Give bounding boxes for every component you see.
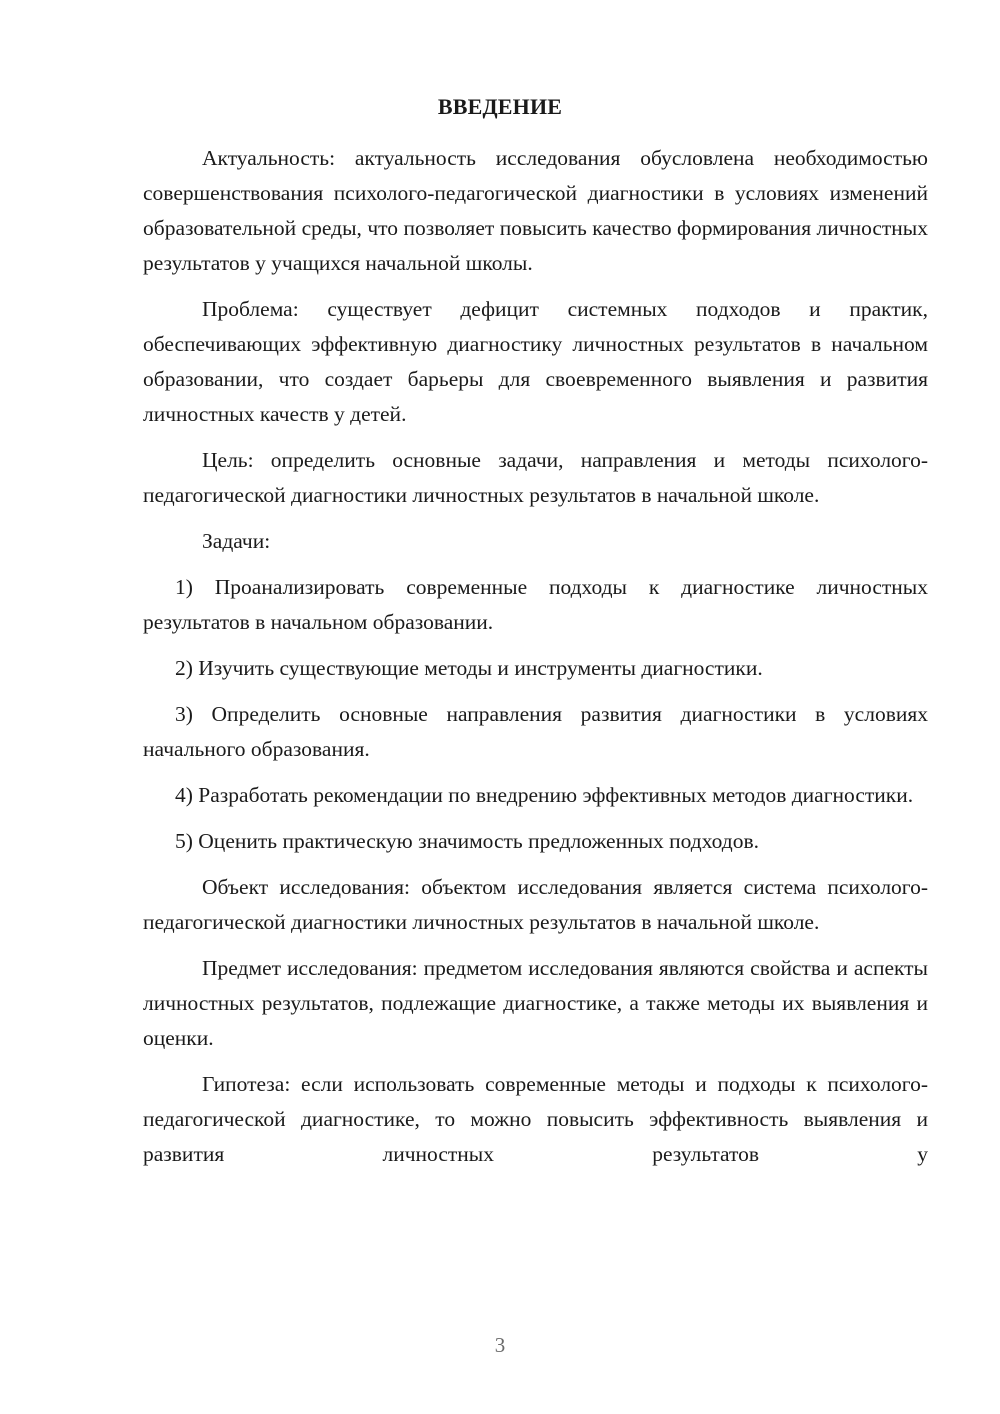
paragraph-subject: Предмет исследования: предметом исследования являются свойства и аспекты личностных результатов, подлежащие диагностике, а также методы их выявления и оценки. <box>143 956 928 1050</box>
paragraph-tasks-heading: Задачи: <box>202 529 271 553</box>
paragraph-object: Объект исследования: объектом исследования является система психолого-педагогической диагностики личностных результатов в начальной школе. <box>143 875 928 934</box>
paragraph-hypothesis: Гипотеза: если использовать современные методы и подходы к психолого-педагогической диагностике, то можно повысить эффективность выявления и развития личностных результатов у <box>143 1072 928 1166</box>
paragraph-relevance: Актуальность: актуальность исследования обусловлена необходимостью совершенствования психолого-педагогической диагностики в условиях изменений образовательной среды, что позволяет повысить качество формирования личностных результатов у учащихся начальной школы. <box>143 146 928 275</box>
task-item-2: 2) Изучить существующие методы и инструменты диагностики. <box>175 656 763 680</box>
paragraph-problem: Проблема: существует дефицит системных подходов и практик, обеспечивающих эффективную диагностику личностных результатов в начальном образовании, что создает барьеры для своевременного выявления и развития личностных качеств у детей. <box>143 297 928 426</box>
page-number: 3 <box>494 1333 506 1357</box>
task-item-4: 4) Разработать рекомендации по внедрению эффективных методов диагностики. <box>175 783 914 807</box>
document-body <box>143 141 928 1172</box>
page-title: ВВЕДЕНИЕ <box>437 94 563 119</box>
task-item-5: 5) Оценить практическую значимость предложенных подходов. <box>175 829 760 853</box>
task-item-3: 3) Определить основные направления развития диагностики в условиях начального образования. <box>143 702 928 761</box>
paragraph-goal: Цель: определить основные задачи, направления и методы психолого-педагогической диагностики личностных результатов в начальной школе. <box>143 448 928 507</box>
task-item-1: 1) Проанализировать современные подходы к диагностике личностных результатов в начальном образовании. <box>143 575 928 634</box>
